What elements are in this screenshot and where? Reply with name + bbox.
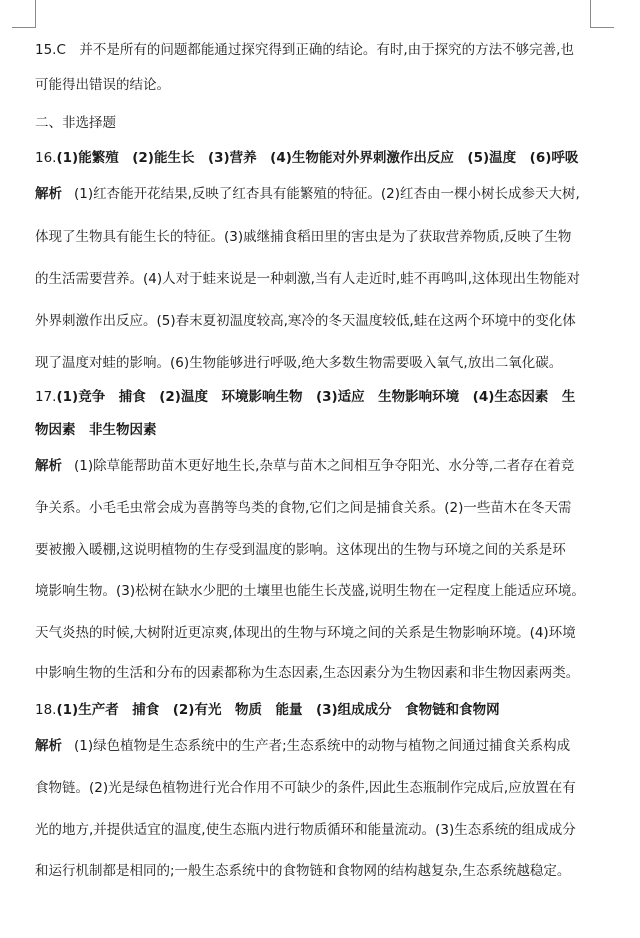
text-line <box>35 820 576 840</box>
body-text: 中影响生物的生活和分布的因素都称为生态因素,生态因素分为生物因素和非生物因素两类。 <box>35 665 580 681</box>
body-text: 可能得出错误的结论。 <box>35 77 170 93</box>
body-text: 要被搬入暖棚,这说明植物的生存受到温度的影响。这体现出的生物与环境之间的关系是环 <box>35 542 566 558</box>
text-line <box>35 353 562 373</box>
text-line <box>35 75 170 95</box>
body-text: 二、非选择题 <box>35 115 116 131</box>
body-text: 和运行机制都是相同的;一般生态系统中的食物链和食物网的结构越复杂,生态系统越稳定。 <box>35 863 571 879</box>
body-text: 争关系。小毛毛虫常会成为喜鹊等鸟类的食物,它们之间是捕食关系。(2)一些苗木在冬天需 <box>35 500 572 516</box>
text-line <box>35 778 576 798</box>
body-text: 天气炎热的时候,大树附近更凉爽,体现出的生物与环境之间的关系是生物影响环境。(4)环境 <box>35 625 576 641</box>
text-line <box>35 736 570 756</box>
text-line <box>35 663 579 683</box>
text-line <box>35 540 566 560</box>
body-text: 的生活需要营养。(4)人对于蛙来说是一种刺激,当有人走近时,蛙不再鸣叫,这体现出生物能对 <box>35 271 580 287</box>
body-text: 体现了生物具有能生长的特征。(3)戚继捕食稻田里的害虫是为了获取营养物质,反映了生物 <box>35 229 572 245</box>
text-line <box>35 387 575 407</box>
text-line <box>35 227 571 247</box>
text-line <box>35 581 585 601</box>
analysis-label: 解析 <box>35 186 62 202</box>
analysis-text: (1)红杏能开花结果,反映了红杏具有能繁殖的特征。(2)红杏由一棵小树长成参天大树, <box>74 186 580 202</box>
body-text: 15.C 并不是所有的问题都能通过探究得到正确的结论。有时,由于探究的方法不够完善,也 <box>35 42 574 58</box>
answer-text: 物因素 非生物因素 <box>35 422 157 438</box>
analysis-text: (1)除草能帮助苗木更好地生长,杂草与苗木之间相互争夺阳光、水分等,二者存在着竞 <box>74 458 575 474</box>
answer-text: (1)能繁殖 (2)能生长 (3)营养 (4)生物能对外界刺激作出反应 (5)温度 (6)呼吸 <box>56 150 579 166</box>
text-line <box>35 861 570 881</box>
question-number: 17. <box>35 389 57 405</box>
text-line <box>35 456 574 476</box>
answer-text: (1)生产者 捕食 (2)有光 物质 能量 (3)组成成分 食物链和食物网 <box>56 702 500 718</box>
crop-mark-top-left <box>12 0 36 28</box>
body-text: 食物链。(2)光是绿色植物进行光合作用不可缺少的条件,因此生态瓶制作完成后,应放置在有 <box>35 780 576 796</box>
analysis-label: 解析 <box>35 738 62 754</box>
body-text: 现了温度对蛙的影响。(6)生物能够进行呼吸,绝大多数生物需要吸入氧气,放出二氧化碳。 <box>35 355 563 371</box>
body-text: 外界刺激作出反应。(5)春末夏初温度较高,寒冷的冬天温度较低,蛙在这两个环境中的变化体 <box>35 313 576 329</box>
crop-mark-top-right <box>590 0 614 28</box>
text-line <box>35 184 580 204</box>
question-number: 16. <box>35 150 57 166</box>
body-text: 境影响生物。(3)松树在缺水少肥的土壤里也能生长茂盛,说明生物在一定程度上能适应环境。 <box>35 583 585 599</box>
text-line <box>35 623 576 643</box>
body-text: 光的地方,并提供适宜的温度,使生态瓶内进行物质循环和能量流动。(3)生态系统的组成成分 <box>35 822 576 838</box>
text-line <box>35 113 116 133</box>
text-line <box>35 269 580 289</box>
text-line <box>35 311 576 331</box>
analysis-text: (1)绿色植物是生态系统中的生产者;生态系统中的动物与植物之间通过捕食关系构成 <box>74 738 571 754</box>
question-number: 18. <box>35 702 57 718</box>
text-line <box>35 700 500 720</box>
text-line <box>35 498 571 518</box>
answer-text: (1)竞争 捕食 (2)温度 环境影响生物 (3)适应 生物影响环境 (4)生态因素 生 <box>56 389 576 405</box>
text-line <box>35 420 157 440</box>
analysis-label: 解析 <box>35 458 62 474</box>
text-line <box>35 40 574 60</box>
text-line <box>35 148 578 168</box>
